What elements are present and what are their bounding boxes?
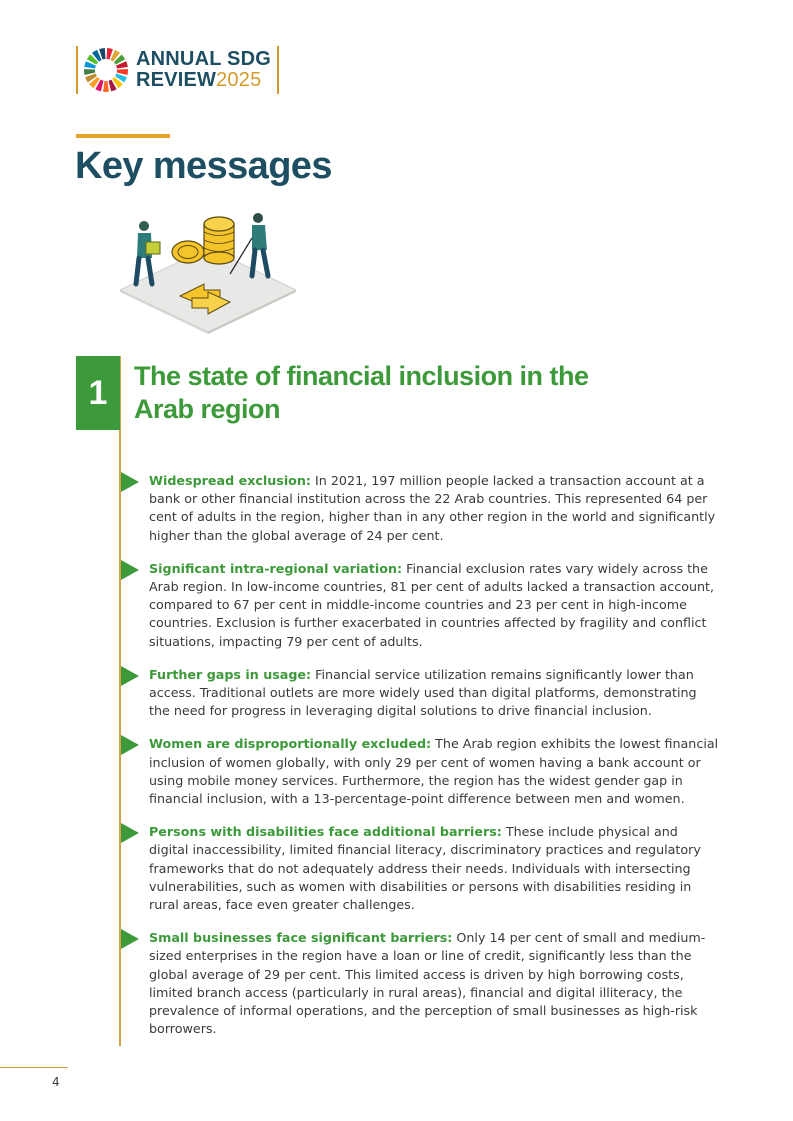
message-text: Financial exclusion rates vary widely across the Arab region. In low-income countries, 81 per cent of adults lacked a transaction account, compared to 67 per cent in middle-income countries and 23 per cent in high-income countries. Exclusion is further exacerbated in countries affected by fragility and conflict situations, impacting 79 per cent of adults. [149, 560, 715, 649]
footer-rule [0, 1067, 68, 1068]
page-title: Key messages [75, 145, 332, 187]
message-lead: Widespread exclusion: [149, 473, 312, 488]
message-text: These include physical and digital inaccessibility, limited financial literacy, discriminatory practices and regulatory frameworks that do not adequately address their needs. Individuals with intersecting vulnerabilities, such as women with disabilities or persons with disabilities residing in rural areas, face even greater challenges. [149, 824, 701, 913]
bullet-triangle-icon [121, 735, 139, 755]
message-text: In 2021, 197 million people lacked a transaction account at a bank or other financial institution across the 22 Arab countries. This represented 64 per cent of adults in the region, higher than in any other region in the world and significantly higher than the global average of 24 per cent. [149, 473, 716, 543]
bullet-triangle-icon [121, 560, 139, 580]
message-text: Only 14 per cent of small and medium-sized enterprises in the region have a loan or line of credit, significantly less than the global average of 29 per cent. This limited access is driven by high borrowing costs, limited branch access (particularly in rural areas), financial and digital illiteracy, the prevalence of informal operations, and the perception of small businesses as high-risk borrowers. [149, 930, 706, 1037]
message-text: The Arab region exhibits the lowest financial inclusion of women globally, with only 29 per cent of women having a bank account or using mobile money services. Furthermore, the region has the widest gender gap in financial inclusion, with a 13-percentage-point difference between men and women. [149, 736, 719, 807]
logo-year: 2025 [216, 69, 262, 91]
list-item [121, 823, 721, 914]
sdg-wheel-segment [103, 81, 109, 92]
message-text: Financial service utilization remains significantly lower than access. Traditional outlets are more widely used than digital platforms, demonstrating the need for progress in leveraging digital solutions to drive financial inclusion. [149, 666, 697, 719]
bullet-triangle-icon [121, 666, 139, 686]
sdg-review-logo [76, 46, 279, 94]
section-number-badge: 1 [76, 356, 120, 430]
logo-right-rule [277, 46, 279, 94]
logo-left-rule [76, 46, 78, 94]
message-lead: Further gaps in usage: [149, 666, 312, 682]
message-lead: Significant intra-regional variation: [149, 560, 403, 576]
logo-text [136, 49, 271, 91]
bullet-triangle-icon [121, 472, 139, 492]
list-item [121, 666, 721, 721]
message-lead: Persons with disabilities face additional barriers: [149, 824, 502, 840]
sdg-wheel-segment [117, 69, 128, 75]
sdg-wheel-segment [84, 69, 95, 75]
bullet-triangle-icon [121, 929, 139, 949]
message-lead: Small businesses face significant barriers: [149, 930, 453, 946]
section-title: The state of financial inclusion in the Arab region [134, 361, 589, 424]
list-item [121, 472, 721, 545]
message-lead: Women are disproportionally excluded: [149, 736, 432, 752]
key-messages-list [121, 472, 721, 1053]
logo-line2 [136, 70, 271, 91]
logo-line1: ANNUAL SDG [136, 48, 271, 70]
list-item [121, 735, 721, 808]
title-accent-bar [76, 134, 170, 138]
bullet-triangle-icon [121, 823, 139, 843]
page-number: 4 [52, 1075, 60, 1089]
list-item [121, 560, 721, 651]
list-item [121, 929, 721, 1038]
financial-inclusion-illustration [118, 206, 298, 334]
logo-word-review: REVIEW [136, 69, 217, 91]
sdg-wheel-icon [83, 47, 129, 93]
